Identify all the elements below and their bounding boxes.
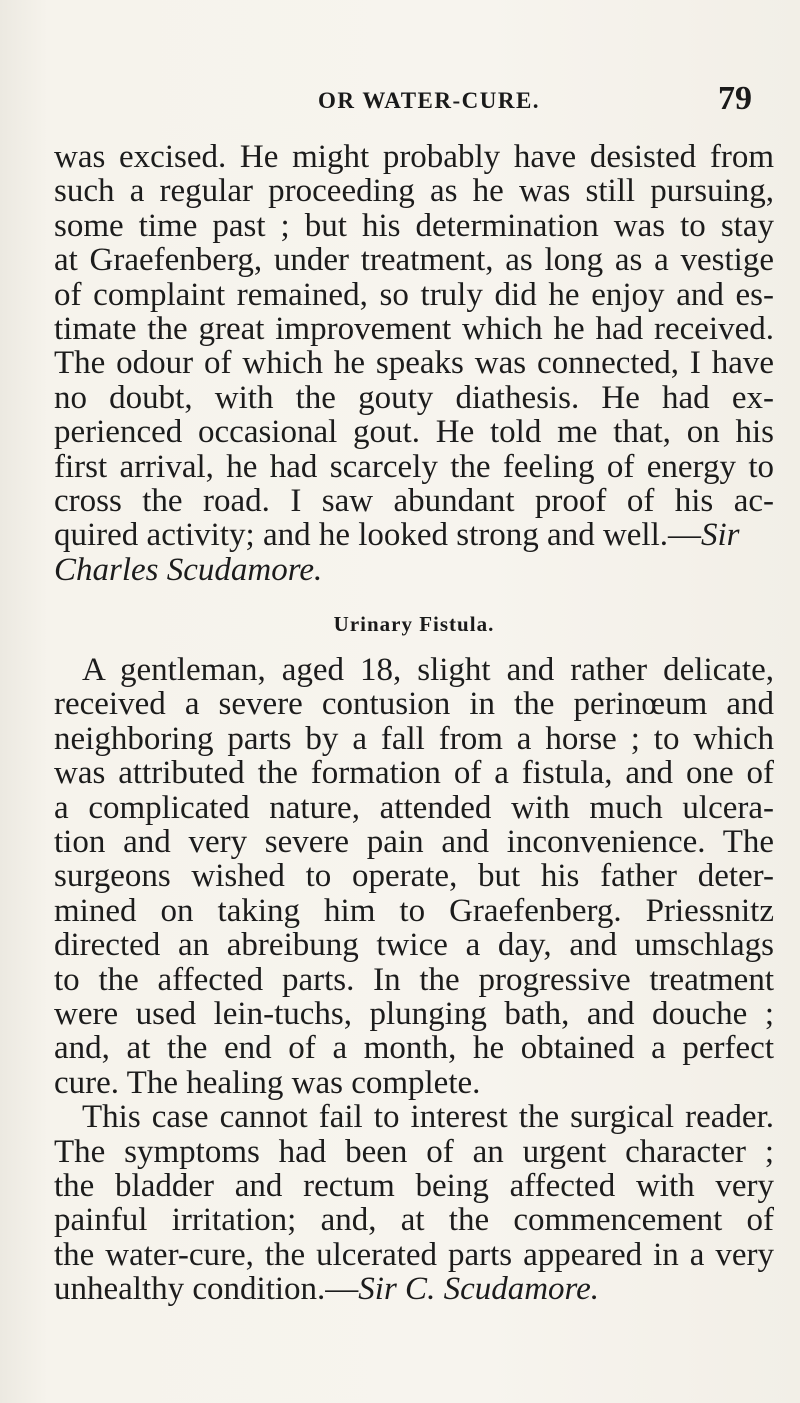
paragraph — [54, 1100, 774, 1306]
attribution: Charles Scudamore. — [54, 551, 323, 588]
paragraph — [54, 140, 774, 587]
text-line: was attributed the formation of a fistula, and one of — [54, 755, 774, 792]
paragraph — [54, 653, 774, 1100]
text-fragment: quired activity; and he looked strong and well.— — [54, 517, 702, 554]
text-line: painful irritation; and, at the commencement of — [54, 1202, 774, 1239]
section-heading: Urinary Fistula. — [333, 612, 495, 637]
text-line: received a severe contusion in the perinœum and — [54, 686, 774, 723]
text-line: such a regular proceeding as he was still pursuing, — [54, 173, 774, 210]
text-line: a complicated nature, attended with much ulcera- — [54, 789, 774, 826]
text-line: to the affected parts. In the progressive treatment — [54, 961, 774, 998]
text-line: The symptoms had been of an urgent character ; — [54, 1133, 774, 1170]
text-line: some time past ; but his determination was to stay — [54, 207, 774, 244]
body-text — [54, 140, 774, 1307]
text-line: cure. The healing was complete. — [54, 1064, 481, 1101]
page-number: 79 — [718, 80, 752, 117]
text-line: cross the road. I saw abundant proof of his ac- — [54, 482, 774, 519]
text-line: A gentleman, aged 18, slight and rather delicate, — [82, 652, 774, 689]
text-line: were used lein-tuchs, plunging bath, and douche ; — [54, 995, 774, 1032]
running-head: OR WATER-CURE. — [318, 88, 541, 113]
text-line: of complaint remained, so truly did he enjoy and es- — [54, 276, 774, 313]
text-line: was excised. He might probably have desisted from — [54, 139, 774, 175]
text-line: directed an abreibung twice a day, and umschlags — [54, 927, 774, 964]
text-line: and, at the end of a month, he obtained a perfect — [54, 1030, 774, 1067]
text-line: the water-cure, the ulcerated parts appeared in a very — [54, 1236, 774, 1273]
text-line: mined on taking him to Graefenberg. Priessnitz — [54, 892, 774, 929]
page-header — [0, 80, 800, 124]
text-line: first arrival, he had scarcely the feeling of energy to — [54, 448, 774, 485]
text-line: neighboring parts by a fall from a horse ; to which — [54, 720, 774, 757]
text-line: This case cannot fail to interest the surgical reader. — [82, 1099, 774, 1136]
text-line: tion and very severe pain and inconvenience. The — [54, 824, 774, 861]
text-line: perienced occasional gout. He told me that, on his — [54, 414, 774, 451]
text-line — [54, 1272, 774, 1306]
text-line — [54, 518, 774, 552]
text-line: surgeons wished to operate, but his father deter- — [54, 858, 774, 895]
text-line: at Graefenberg, under treatment, as long as a vestige — [54, 242, 774, 279]
attribution: Sir C. Scudamore. — [358, 1271, 600, 1308]
text-line: the bladder and rectum being affected with very — [54, 1167, 774, 1204]
text-line: The odour of which he speaks was connected, I have — [54, 345, 774, 382]
text-line: no doubt, with the gouty diathesis. He had ex- — [54, 379, 774, 416]
attribution: Sir — [701, 517, 740, 554]
text-line: timate the great improvement which he had received. — [54, 310, 774, 347]
text-fragment: unhealthy condition.— — [54, 1271, 359, 1308]
